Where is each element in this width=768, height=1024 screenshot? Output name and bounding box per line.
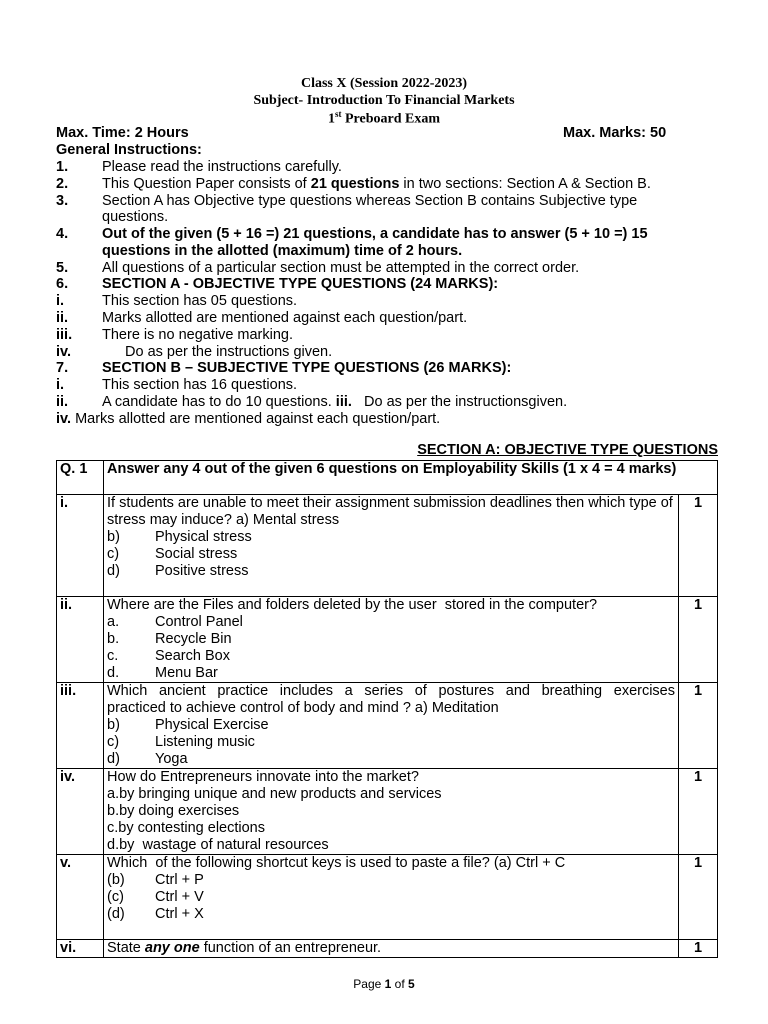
- header-class: Class X (Session 2022-2023): [300, 76, 468, 91]
- exam-name: Preboard Exam: [341, 111, 440, 127]
- option: [107, 563, 675, 580]
- question-number: iv.: [57, 769, 104, 855]
- instruction-item: [56, 394, 728, 411]
- page-number: 1: [384, 977, 392, 991]
- option-text: Listening music: [155, 734, 255, 750]
- instruction-item: [56, 310, 728, 327]
- question-marks: 1: [679, 495, 718, 597]
- option: [107, 529, 675, 546]
- instruction-item: [56, 327, 728, 344]
- instruction-number: 2.: [56, 176, 69, 192]
- header-subject: Subject- Introduction To Financial Markets: [253, 93, 515, 108]
- page-footer: [0, 977, 768, 991]
- option: [107, 734, 675, 751]
- instruction-text: This section has 05 questions.: [102, 293, 298, 309]
- question-emphasis: any one: [144, 940, 200, 956]
- option-text: Social stress: [155, 546, 238, 562]
- instruction-text-bold: 21 questions: [310, 176, 400, 192]
- table-row: [57, 855, 718, 940]
- option-text: Control Panel: [155, 614, 243, 630]
- option: [107, 872, 675, 889]
- question-body: [104, 683, 679, 769]
- section-a-title: SECTION A: OBJECTIVE TYPE QUESTIONS: [417, 442, 718, 458]
- option-label: d): [107, 563, 120, 579]
- option-label: (d): [107, 906, 125, 922]
- instruction-number: i.: [56, 293, 65, 309]
- option-label: b.: [107, 631, 120, 647]
- instruction-text: questions in the allotted (maximum) time of 2 hours.: [102, 243, 463, 259]
- question-marks: 1: [679, 855, 718, 940]
- option-label: c.: [107, 648, 119, 664]
- option-text: Menu Bar: [155, 665, 218, 681]
- exam-number: 1: [327, 111, 335, 127]
- instruction-item: [56, 176, 728, 193]
- question-text: How do Entrepreneurs innovate into the market?: [107, 769, 419, 785]
- instruction-item-cont: [56, 243, 728, 260]
- instruction-item-cont: [56, 209, 728, 226]
- table-row: [57, 683, 718, 769]
- option-label: c): [107, 546, 120, 562]
- option: [107, 665, 675, 682]
- option-text: Ctrl + X: [155, 906, 204, 922]
- instruction-text: SECTION A - OBJECTIVE TYPE QUESTIONS (24 MARKS):: [102, 276, 499, 292]
- instruction-text-part: Do as per the instructionsgiven.: [351, 394, 568, 410]
- question-text-cont: practiced to achieve control of body and mind ? a) Meditation: [107, 700, 499, 716]
- option: [107, 631, 675, 648]
- table-row: [57, 597, 718, 683]
- instruction-number: iv.: [56, 411, 72, 427]
- table-row: [57, 769, 718, 855]
- table-row: [57, 495, 718, 597]
- instruction-number: 7.: [56, 360, 69, 376]
- instruction-number: 1.: [56, 159, 69, 175]
- instruction-item: [56, 360, 728, 377]
- instruction-number: 4.: [56, 226, 69, 242]
- instruction-item: [56, 411, 440, 428]
- option: [107, 614, 675, 631]
- instruction-text-part: in two sections: Section A & Section B.: [399, 176, 651, 192]
- option-label: (b): [107, 872, 125, 888]
- max-marks: Max. Marks: 50: [563, 125, 667, 141]
- instruction-number: ii.: [56, 394, 69, 410]
- option: [107, 889, 675, 906]
- question-body: [104, 940, 679, 958]
- instruction-item: [56, 293, 728, 310]
- option: [107, 546, 675, 563]
- answer-line: d.by wastage of natural resources: [107, 837, 329, 853]
- instruction-number: 5.: [56, 260, 69, 276]
- answer-line: c.by contesting elections: [107, 820, 265, 836]
- instruction-text: All questions of a particular section must be attempted in the correct order.: [102, 260, 580, 276]
- instruction-text: There is no negative marking.: [102, 327, 294, 343]
- instruction-text: This section has 16 questions.: [102, 377, 298, 393]
- instruction-item: [56, 226, 728, 243]
- question-text: State: [107, 940, 145, 956]
- option: [107, 751, 675, 768]
- instruction-text-part: This Question Paper consists of: [102, 176, 311, 192]
- instruction-text: Do as per the instructions given.: [125, 344, 333, 360]
- max-time: Max. Time: 2 Hours: [56, 125, 189, 141]
- question-text: Where are the Files and folders deleted by the user stored in the computer?: [107, 597, 598, 613]
- question-number: iii.: [57, 683, 104, 769]
- question-body: [104, 597, 679, 683]
- question-text: Which ancient practice includes a series of postures and breathing exercises: [107, 683, 675, 699]
- instruction-text-bold: iii.: [335, 394, 352, 410]
- question-body: [104, 769, 679, 855]
- question-number: Q. 1: [57, 461, 104, 495]
- instruction-item: [56, 260, 728, 277]
- option-label: d.: [107, 665, 120, 681]
- question-body: [104, 495, 679, 597]
- page-total: 5: [408, 977, 415, 991]
- instruction-item: [56, 193, 728, 210]
- instruction-text-part: A candidate has to do 10 questions.: [102, 394, 336, 410]
- instruction-item: [56, 159, 728, 176]
- option-text: Physical stress: [155, 529, 252, 545]
- option-text: Positive stress: [155, 563, 249, 579]
- table-row: [57, 940, 718, 958]
- general-instructions-title: General Instructions:: [56, 142, 202, 158]
- question-number: vi.: [57, 940, 104, 958]
- option: [107, 648, 675, 665]
- question-number: v.: [57, 855, 104, 940]
- instruction-text: Please read the instructions carefully.: [102, 159, 342, 175]
- question-marks: 1: [679, 683, 718, 769]
- question-number: i.: [57, 495, 104, 597]
- questions-table: [56, 460, 718, 958]
- option-text: Ctrl + V: [155, 889, 204, 905]
- instruction-text: questions.: [102, 209, 169, 225]
- question-text: function of an entrepreneur.: [199, 940, 382, 956]
- question-marks: 1: [679, 597, 718, 683]
- question-body: [104, 855, 679, 940]
- instruction-text: [102, 176, 651, 193]
- instruction-item: [56, 276, 728, 293]
- question-marks: 1: [679, 940, 718, 958]
- option-text: Yoga: [155, 751, 188, 767]
- answer-line: b.by doing exercises: [107, 803, 240, 819]
- table-row: [57, 461, 718, 495]
- answer-line: a.by bringing unique and new products and services: [107, 786, 442, 802]
- instruction-number: iv.: [56, 344, 72, 360]
- question-group-title: Answer any 4 out of the given 6 questions on Employability Skills (1 x 4 = 4 marks): [104, 461, 718, 495]
- option-label: a.: [107, 614, 120, 630]
- option-text: Ctrl + P: [155, 872, 204, 888]
- option-label: b): [107, 717, 120, 733]
- footer-text: of: [391, 977, 409, 991]
- option-label: d): [107, 751, 120, 767]
- exam-number-suffix: st: [334, 109, 342, 119]
- option-label: b): [107, 529, 120, 545]
- instruction-text: Marks allotted are mentioned against each question/part.: [102, 310, 468, 326]
- option: [107, 906, 675, 923]
- instruction-number: iii.: [56, 327, 73, 343]
- option-text: Recycle Bin: [155, 631, 232, 647]
- instruction-number: 3.: [56, 193, 69, 209]
- question-number: ii.: [57, 597, 104, 683]
- question-text: If students are unable to meet their assignment submission deadlines then which type of stress may induce? a) Mental stress: [107, 495, 673, 528]
- instruction-text: Out of the given (5 + 16 =) 21 questions, a candidate has to answer (5 + 10 =) 15: [102, 226, 648, 242]
- question-marks: 1: [679, 769, 718, 855]
- question-text: Which of the following shortcut keys is used to paste a file? (a) Ctrl + C: [107, 855, 566, 871]
- option-label: c): [107, 734, 120, 750]
- footer-text: Page: [353, 977, 385, 991]
- instruction-text: Marks allotted are mentioned against each question/part.: [71, 411, 441, 427]
- instruction-item: [56, 377, 728, 394]
- instruction-text: [102, 394, 567, 411]
- instruction-number: i.: [56, 377, 65, 393]
- option-text: Physical Exercise: [155, 717, 269, 733]
- option-label: (c): [107, 889, 124, 905]
- instruction-number: ii.: [56, 310, 69, 326]
- instruction-number: 6.: [56, 276, 69, 292]
- instruction-item: [56, 344, 728, 361]
- instruction-text: Section A has Objective type questions whereas Section B contains Subjective type: [102, 193, 638, 209]
- option-text: Search Box: [155, 648, 230, 664]
- option: [107, 717, 675, 734]
- instruction-text: SECTION B – SUBJECTIVE TYPE QUESTIONS (26 MARKS):: [102, 360, 512, 376]
